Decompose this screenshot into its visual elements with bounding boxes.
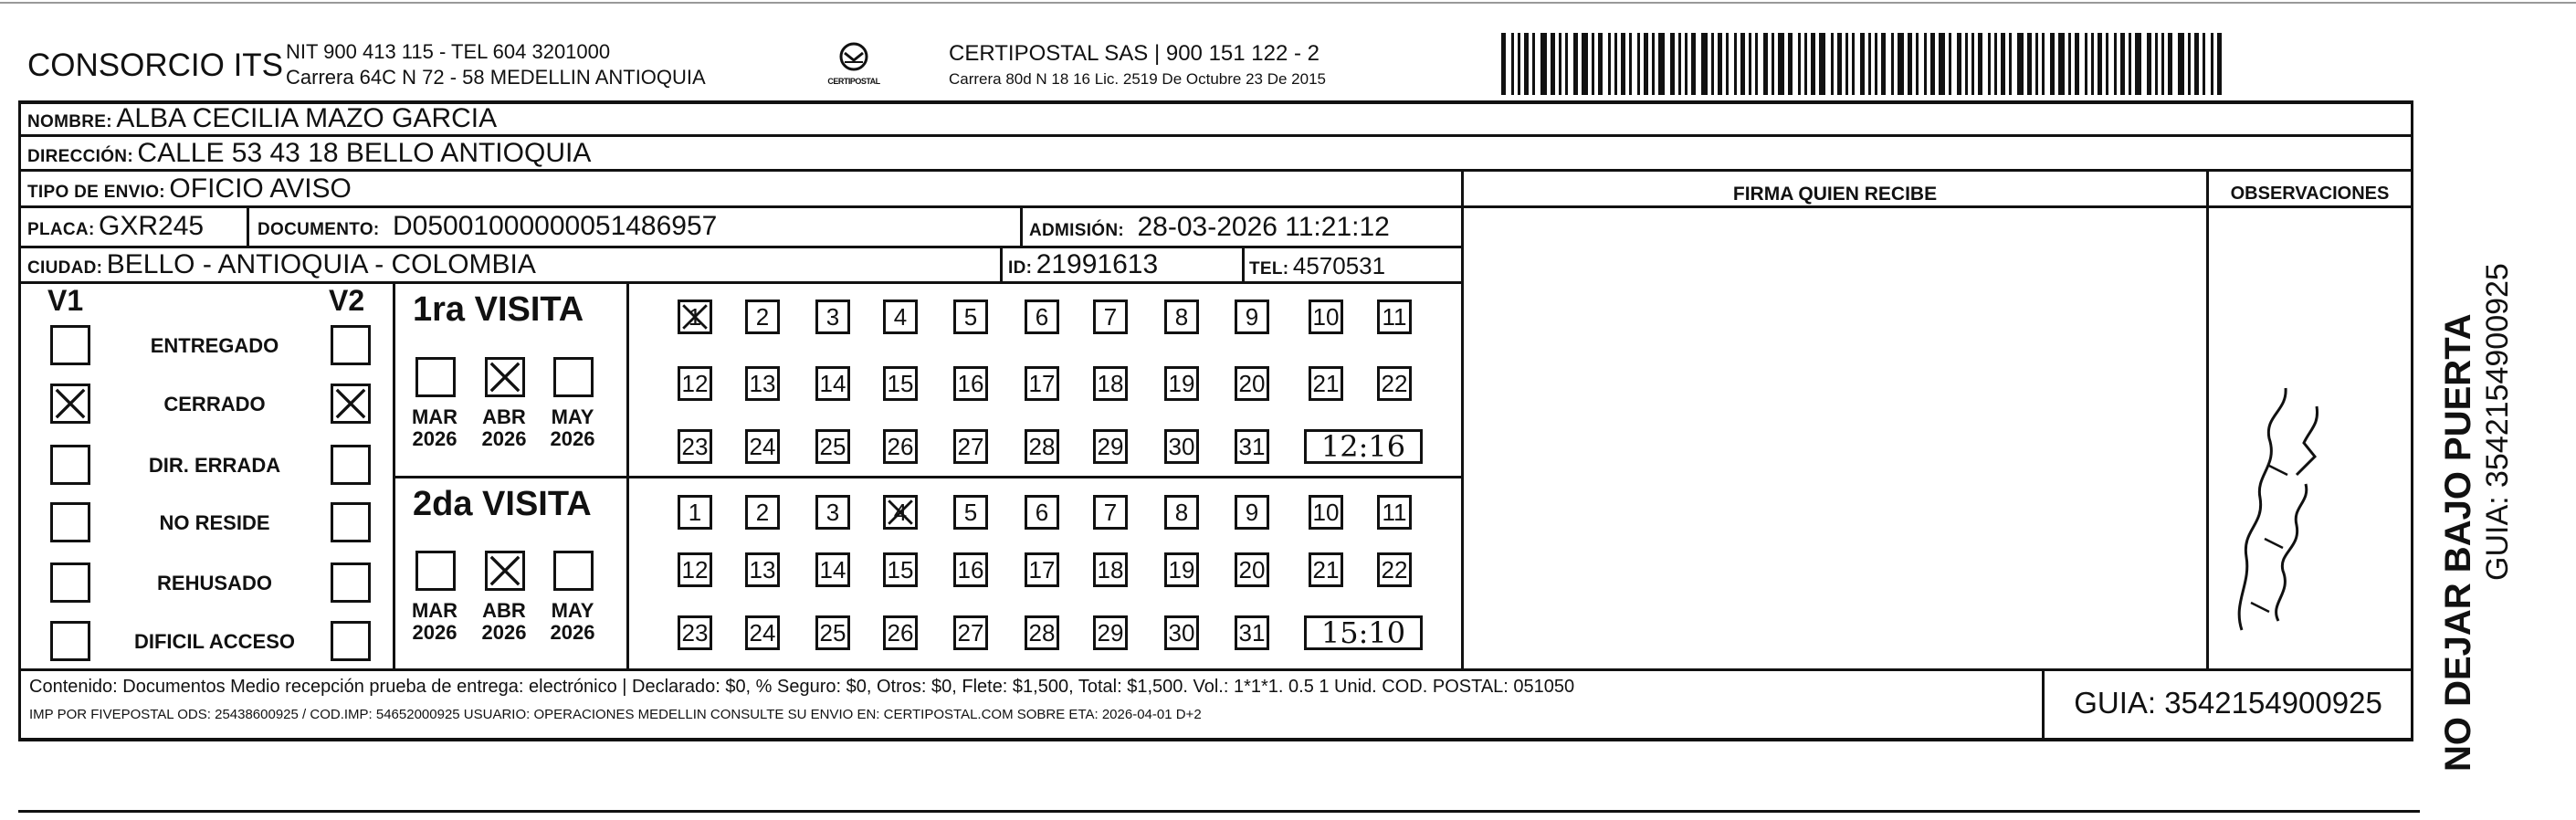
barcode-bar bbox=[2120, 33, 2125, 95]
second-visit-day-18[interactable]: 18 bbox=[1093, 552, 1128, 587]
first-visit-day-22[interactable]: 22 bbox=[1377, 366, 1412, 401]
month-year: 2026 bbox=[481, 621, 527, 644]
second-visit-day-17[interactable]: 17 bbox=[1025, 552, 1059, 587]
second-visit-day-16[interactable]: 16 bbox=[953, 552, 988, 587]
barcode-bar bbox=[1778, 33, 1784, 95]
first-visit-day-10[interactable]: 10 bbox=[1309, 300, 1343, 334]
first-visit-month-abr-checkbox[interactable] bbox=[485, 357, 525, 397]
barcode-bar bbox=[2035, 33, 2038, 95]
reason-label: DIFICIL ACCESO bbox=[133, 630, 295, 653]
v2-checkbox-rehusado[interactable] bbox=[331, 562, 371, 603]
obs-left-border bbox=[2206, 169, 2209, 668]
barcode-bar bbox=[1652, 33, 1655, 95]
row-line-4 bbox=[18, 246, 1464, 248]
second-visit-day-21[interactable]: 21 bbox=[1309, 552, 1343, 587]
barcode-bar bbox=[1511, 33, 1514, 95]
frame-bottom bbox=[18, 738, 2413, 741]
company-address: Carrera 64C N 72 - 58 MEDELLIN ANTIOQUIA bbox=[286, 66, 706, 89]
second-visit-day-11[interactable]: 11 bbox=[1377, 495, 1412, 530]
ciudad-label: CIUDAD: bbox=[27, 258, 103, 278]
first-visit-day-25[interactable]: 25 bbox=[815, 429, 850, 464]
second-visit-month-abr-checkbox[interactable] bbox=[485, 551, 525, 591]
barcode-bar bbox=[2168, 33, 2172, 95]
barcode-bar bbox=[2075, 33, 2079, 95]
bottom-cut-line bbox=[18, 810, 2420, 813]
barcode-bar bbox=[1804, 33, 1807, 95]
first-visit-time-box[interactable]: 12:16 bbox=[1304, 429, 1423, 464]
v2-checkbox-cerrado[interactable] bbox=[331, 384, 371, 424]
barcode-bar bbox=[1701, 33, 1708, 95]
v1-checkbox-entregado[interactable] bbox=[50, 325, 90, 365]
month-label bbox=[472, 600, 536, 644]
month-name: ABR bbox=[482, 405, 526, 428]
barcode-bar bbox=[1811, 33, 1815, 95]
placa-value: GXR245 bbox=[99, 211, 205, 241]
barcode-bar bbox=[1957, 33, 1961, 95]
barcode-bar bbox=[2098, 33, 2102, 95]
barcode-bar bbox=[1524, 33, 1529, 95]
month-name: MAY bbox=[551, 599, 594, 622]
tipo-envio-label: TIPO DE ENVIO: bbox=[27, 183, 165, 202]
month-year: 2026 bbox=[550, 621, 595, 644]
x-mark-icon bbox=[488, 360, 522, 394]
second-visit-month-may-checkbox[interactable] bbox=[553, 551, 594, 591]
second-visit-day-24[interactable]: 24 bbox=[745, 615, 780, 650]
visit-split-line bbox=[393, 476, 1464, 478]
second-visit-day-22[interactable]: 22 bbox=[1377, 552, 1412, 587]
month-label bbox=[541, 406, 605, 450]
second-visit-title: 2da VISITA bbox=[413, 485, 592, 523]
v2-checkbox-entregado[interactable] bbox=[331, 325, 371, 365]
barcode-bar bbox=[1755, 33, 1758, 95]
admision-label: ADMISIÓN: bbox=[1029, 221, 1125, 240]
logo-text: CERTIPOSTAL bbox=[827, 77, 880, 86]
frame-right bbox=[2411, 100, 2413, 741]
direccion-row bbox=[27, 138, 591, 169]
first-visit-day-31[interactable]: 31 bbox=[1235, 429, 1269, 464]
ciudad-row bbox=[27, 249, 536, 280]
footer-imp: IMP POR FIVEPOSTAL ODS: 25438600925 / COD.IMP: 54652000925 USUARIO: OPERACIONES MEDELLIN CONSULTE SU ENVIO EN: CERTIPOSTAL.COM SOBRE ETA: 2026-04-01 D+2 bbox=[29, 707, 1202, 722]
barcode-bar bbox=[1621, 33, 1625, 95]
first-visit-day-16[interactable]: 16 bbox=[953, 366, 988, 401]
row-line-1 bbox=[18, 134, 2413, 137]
row-line-3b bbox=[1464, 205, 2413, 208]
v2-checkbox-no-reside[interactable] bbox=[331, 502, 371, 542]
certipostal-logo bbox=[826, 37, 881, 95]
footer-contenido: Contenido: Documentos Medio recepción prueba de entrega: electrónico | Declarado: $0, % Seguro: $0, Otros: $0, Flete: $1,500, Total: $1,500. Vol.: 1*1*1. 0.5 1 Unid. COD. POSTAL: 051050 bbox=[29, 677, 1575, 697]
firma-left-border bbox=[1461, 169, 1464, 668]
footer-guia: GUIA: 3542154900925 bbox=[2074, 686, 2382, 720]
barcode-bar bbox=[1598, 33, 1603, 95]
barcode-bar bbox=[1532, 33, 1535, 95]
month-name: MAR bbox=[411, 405, 458, 428]
second-visit-day-10[interactable]: 10 bbox=[1309, 495, 1343, 530]
barcode-bar bbox=[1670, 33, 1675, 95]
barcode-bar bbox=[2058, 33, 2065, 95]
first-visit-day-9[interactable]: 9 bbox=[1235, 300, 1269, 334]
v2-checkbox-dir-errada[interactable] bbox=[331, 445, 371, 485]
v2-checkbox-dificil-acceso[interactable] bbox=[331, 621, 371, 661]
barcode-bar bbox=[2147, 33, 2151, 95]
month-name: MAY bbox=[551, 405, 594, 428]
tel-row bbox=[1249, 252, 1385, 280]
second-visit-day-13[interactable]: 13 bbox=[745, 552, 780, 587]
first-visit-day-18[interactable]: 18 bbox=[1093, 366, 1128, 401]
first-visit-day-11[interactable]: 11 bbox=[1377, 300, 1412, 334]
barcode-bar bbox=[1908, 33, 1912, 95]
first-visit-title: 1ra VISITA bbox=[413, 290, 584, 329]
barcode-bar bbox=[2091, 33, 2094, 95]
barcode-bar bbox=[1711, 33, 1714, 95]
reason-label: DIR. ERRADA bbox=[148, 454, 281, 477]
second-visit-time-box[interactable]: 15:10 bbox=[1304, 615, 1423, 650]
barcode-bar bbox=[1685, 33, 1688, 95]
certipostal-line1: CERTIPOSTAL SAS | 900 151 122 - 2 bbox=[949, 41, 1320, 66]
barcode-bar bbox=[1971, 33, 1974, 95]
row-line-3 bbox=[18, 205, 1464, 208]
barcode-bar bbox=[1798, 33, 1801, 95]
no-dejar-bajo-puerta: NO DEJAR BAJO PUERTA bbox=[2438, 313, 2478, 772]
barcode-bar bbox=[2178, 33, 2184, 95]
first-visit-day-17[interactable]: 17 bbox=[1025, 366, 1059, 401]
barcode-bar bbox=[2009, 33, 2012, 95]
second-visit-day-30[interactable]: 30 bbox=[1164, 615, 1199, 650]
admision-value: 28-03-2026 11:21:12 bbox=[1137, 212, 1390, 242]
tel-value: 4570531 bbox=[1292, 252, 1386, 279]
barcode-bar bbox=[1592, 33, 1594, 95]
barcode-bar bbox=[1540, 33, 1547, 95]
barcode-bar bbox=[1788, 33, 1793, 95]
barcode-bar bbox=[1845, 33, 1848, 95]
id-label: ID: bbox=[1008, 258, 1033, 278]
documento-value: D05001000000051486957 bbox=[393, 211, 718, 241]
direccion-label: DIRECCIÓN: bbox=[27, 147, 133, 166]
barcode-bar bbox=[1772, 33, 1774, 95]
v1-label: V1 bbox=[47, 284, 84, 317]
first-visit-day-23[interactable]: 23 bbox=[678, 429, 712, 464]
x-mark-icon bbox=[53, 386, 88, 421]
v1-checkbox-dificil-acceso[interactable] bbox=[50, 621, 90, 661]
barcode-bar bbox=[1718, 33, 1722, 95]
observaciones-header: OBSERVACIONES bbox=[2230, 184, 2390, 204]
barcode-bar bbox=[2217, 33, 2222, 95]
barcode-bar bbox=[1860, 33, 1865, 95]
reason-label: REHUSADO bbox=[157, 572, 272, 594]
month-label bbox=[403, 406, 467, 450]
page-top-line bbox=[0, 2, 2576, 4]
visit-divider bbox=[393, 281, 395, 668]
x-mark-icon bbox=[680, 302, 710, 331]
first-visit-day-1[interactable]: 1 bbox=[678, 300, 712, 334]
barcode-bar bbox=[1819, 33, 1825, 95]
month-year: 2026 bbox=[550, 427, 595, 450]
barcode-bar bbox=[1965, 33, 1968, 95]
barcode-bar bbox=[1734, 33, 1737, 95]
second-visit-day-5[interactable]: 5 bbox=[953, 495, 988, 530]
second-visit-day-19[interactable]: 19 bbox=[1164, 552, 1199, 587]
month-year: 2026 bbox=[481, 427, 527, 450]
barcode-bar bbox=[1518, 33, 1520, 95]
second-visit-day-28[interactable]: 28 bbox=[1025, 615, 1059, 650]
envelope-seal-icon bbox=[826, 37, 881, 95]
second-visit-month-mar-checkbox[interactable] bbox=[415, 551, 456, 591]
row-line-2 bbox=[18, 169, 2413, 172]
barcode-bar bbox=[1629, 33, 1632, 95]
barcode-bar bbox=[1988, 33, 1991, 95]
signature bbox=[2214, 329, 2351, 648]
v1-checkbox-rehusado[interactable] bbox=[50, 562, 90, 603]
first-visit-day-30[interactable]: 30 bbox=[1164, 429, 1199, 464]
nombre-label: NOMBRE: bbox=[27, 112, 112, 131]
footer-top-line bbox=[18, 668, 2413, 671]
row-line-5 bbox=[18, 281, 1464, 284]
first-visit-day-7[interactable]: 7 bbox=[1093, 300, 1128, 334]
tipo-envio-row bbox=[27, 173, 352, 205]
first-visit-day-12[interactable]: 12 bbox=[678, 366, 712, 401]
first-visit-day-2[interactable]: 2 bbox=[745, 300, 780, 334]
barcode-bar bbox=[1644, 33, 1648, 95]
barcode-bar bbox=[1614, 33, 1617, 95]
barcode-bar bbox=[1978, 33, 1982, 95]
id-value: 21991613 bbox=[1036, 249, 1159, 279]
first-visit-day-3[interactable]: 3 bbox=[815, 300, 850, 334]
barcode-bar bbox=[2001, 33, 2005, 95]
barcode-bar bbox=[1678, 33, 1681, 95]
direccion-value: CALLE 53 43 18 BELLO ANTIOQUIA bbox=[137, 138, 592, 168]
barcode-bar bbox=[1939, 33, 1945, 95]
barcode-bar bbox=[1582, 33, 1588, 95]
barcode-bar bbox=[2106, 33, 2108, 95]
tel-divider bbox=[1242, 246, 1245, 281]
first-visit-day-4[interactable]: 4 bbox=[883, 300, 918, 334]
id-row bbox=[1008, 249, 1158, 280]
barcode-bar bbox=[2188, 33, 2191, 95]
barcode-bar bbox=[1559, 33, 1561, 95]
first-visit-day-8[interactable]: 8 bbox=[1164, 300, 1199, 334]
barcode-bar bbox=[1868, 33, 1871, 95]
barcode-bar bbox=[2017, 33, 2024, 95]
barcode-bar bbox=[1691, 33, 1696, 95]
v1-checkbox-cerrado[interactable] bbox=[50, 384, 90, 424]
v2-label: V2 bbox=[329, 284, 365, 317]
first-visit-day-24[interactable]: 24 bbox=[745, 429, 780, 464]
ciudad-value: BELLO - ANTIOQUIA - COLOMBIA bbox=[106, 249, 536, 279]
firma-header: FIRMA QUIEN RECIBE bbox=[1732, 184, 1938, 205]
v1-checkbox-dir-errada[interactable] bbox=[50, 445, 90, 485]
second-visit-day-26[interactable]: 26 bbox=[883, 615, 918, 650]
second-visit-day-25[interactable]: 25 bbox=[815, 615, 850, 650]
footer-guia-divider bbox=[2042, 668, 2045, 740]
documento-row bbox=[258, 211, 717, 242]
second-visit-day-8[interactable]: 8 bbox=[1164, 495, 1199, 530]
placa-label: PLACA: bbox=[27, 220, 95, 239]
second-visit-day-9[interactable]: 9 bbox=[1235, 495, 1269, 530]
barcode-bar bbox=[2114, 33, 2117, 95]
barcode-bar bbox=[2161, 33, 2164, 95]
x-mark-icon bbox=[886, 498, 915, 527]
first-visit-day-15[interactable]: 15 bbox=[883, 366, 918, 401]
second-visit-day-23[interactable]: 23 bbox=[678, 615, 712, 650]
id-divider bbox=[1000, 246, 1003, 281]
company-name: CONSORCIO ITS bbox=[27, 47, 284, 83]
barcode-bar bbox=[1852, 33, 1855, 95]
first-visit-day-26[interactable]: 26 bbox=[883, 429, 918, 464]
barcode-bar bbox=[1637, 33, 1640, 95]
first-visit-day-28[interactable]: 28 bbox=[1025, 429, 1059, 464]
second-visit-day-12[interactable]: 12 bbox=[678, 552, 712, 587]
barcode-bar bbox=[2085, 33, 2087, 95]
barcode-bar bbox=[2135, 33, 2141, 95]
first-visit-day-6[interactable]: 6 bbox=[1025, 300, 1059, 334]
first-visit-month-mar-checkbox[interactable] bbox=[415, 357, 456, 397]
second-visit-day-15[interactable]: 15 bbox=[883, 552, 918, 587]
barcode-bar bbox=[1924, 33, 1927, 95]
month-year: 2026 bbox=[412, 621, 457, 644]
side-guia: GUIA: 3542154900925 bbox=[2480, 263, 2515, 581]
barcode-bar bbox=[1881, 33, 1886, 95]
tel-label: TEL: bbox=[1249, 259, 1289, 279]
barcode-bar bbox=[1891, 33, 1894, 95]
barcode-bar bbox=[1565, 33, 1568, 95]
first-visit-day-29[interactable]: 29 bbox=[1093, 429, 1128, 464]
barcode-bar bbox=[2068, 33, 2071, 95]
barcode-bar bbox=[1898, 33, 1904, 95]
barcode-bar bbox=[1501, 33, 1506, 95]
reason-label: CERRADO bbox=[163, 393, 266, 415]
v1-checkbox-no-reside[interactable] bbox=[50, 502, 90, 542]
first-visit-day-19[interactable]: 19 bbox=[1164, 366, 1199, 401]
second-visit-day-3[interactable]: 3 bbox=[815, 495, 850, 530]
barcode-bar bbox=[1949, 33, 1951, 95]
second-visit-day-29[interactable]: 29 bbox=[1093, 615, 1128, 650]
barcode-bar bbox=[1916, 33, 1919, 95]
second-visit-day-1[interactable]: 1 bbox=[678, 495, 712, 530]
barcode-bar bbox=[1930, 33, 1935, 95]
certipostal-line2: Carrera 80d N 18 16 Lic. 2519 De Octubre 23 De 2015 bbox=[949, 70, 1326, 88]
first-visit-day-21[interactable]: 21 bbox=[1309, 366, 1343, 401]
barcode-bar bbox=[1994, 33, 1997, 95]
month-name: ABR bbox=[482, 599, 526, 622]
barcode-bar bbox=[1837, 33, 1842, 95]
month-label bbox=[472, 406, 536, 450]
barcode bbox=[1501, 33, 2223, 95]
month-label bbox=[541, 600, 605, 644]
reason-label: NO RESIDE bbox=[159, 511, 270, 534]
placa-row bbox=[27, 211, 204, 242]
barcode-bar bbox=[2050, 33, 2055, 95]
month-year: 2026 bbox=[412, 427, 457, 450]
second-visit-day-14[interactable]: 14 bbox=[815, 552, 850, 587]
first-visit-day-13[interactable]: 13 bbox=[745, 366, 780, 401]
x-mark-icon bbox=[488, 553, 522, 588]
first-visit-day-14[interactable]: 14 bbox=[815, 366, 850, 401]
days-divider bbox=[626, 281, 629, 668]
barcode-bar bbox=[1726, 33, 1729, 95]
barcode-bar bbox=[2155, 33, 2158, 95]
barcode-bar bbox=[1740, 33, 1745, 95]
company-nit: NIT 900 413 115 - TEL 604 3201000 bbox=[286, 40, 611, 63]
second-visit-day-31[interactable]: 31 bbox=[1235, 615, 1269, 650]
second-visit-day-6[interactable]: 6 bbox=[1025, 495, 1059, 530]
admision-row bbox=[1029, 212, 1390, 243]
first-visit-day-20[interactable]: 20 bbox=[1235, 366, 1269, 401]
second-visit-day-2[interactable]: 2 bbox=[745, 495, 780, 530]
barcode-bar bbox=[1551, 33, 1555, 95]
second-visit-day-7[interactable]: 7 bbox=[1093, 495, 1128, 530]
barcode-bar bbox=[2203, 33, 2205, 95]
month-label bbox=[403, 600, 467, 644]
first-visit-day-5[interactable]: 5 bbox=[953, 300, 988, 334]
barcode-bar bbox=[1658, 33, 1665, 95]
barcode-bar bbox=[1875, 33, 1877, 95]
second-visit-day-4[interactable]: 4 bbox=[883, 495, 918, 530]
tipo-envio-value: OFICIO AVISO bbox=[169, 173, 352, 204]
x-mark-icon bbox=[333, 386, 368, 421]
barcode-bar bbox=[1749, 33, 1751, 95]
second-visit-day-20[interactable]: 20 bbox=[1235, 552, 1269, 587]
barcode-bar bbox=[1573, 33, 1578, 95]
barcode-bar bbox=[2211, 33, 2213, 95]
frame-left bbox=[18, 100, 21, 741]
documento-label: DOCUMENTO: bbox=[258, 220, 380, 239]
nombre-row bbox=[27, 103, 497, 134]
first-visit-day-27[interactable]: 27 bbox=[953, 429, 988, 464]
admision-divider bbox=[1020, 205, 1023, 246]
nombre-value: ALBA CECILIA MAZO GARCIA bbox=[116, 103, 498, 133]
month-name: MAR bbox=[411, 599, 458, 622]
second-visit-day-27[interactable]: 27 bbox=[953, 615, 988, 650]
barcode-bar bbox=[2042, 33, 2045, 95]
barcode-bar bbox=[1608, 33, 1611, 95]
barcode-bar bbox=[1763, 33, 1768, 95]
first-visit-month-may-checkbox[interactable] bbox=[553, 357, 594, 397]
reason-label: ENTREGADO bbox=[150, 334, 279, 357]
placa-divider bbox=[247, 205, 249, 246]
barcode-bar bbox=[1831, 33, 1834, 95]
barcode-bar bbox=[2027, 33, 2032, 95]
barcode-bar bbox=[2129, 33, 2131, 95]
barcode-bar bbox=[2194, 33, 2199, 95]
